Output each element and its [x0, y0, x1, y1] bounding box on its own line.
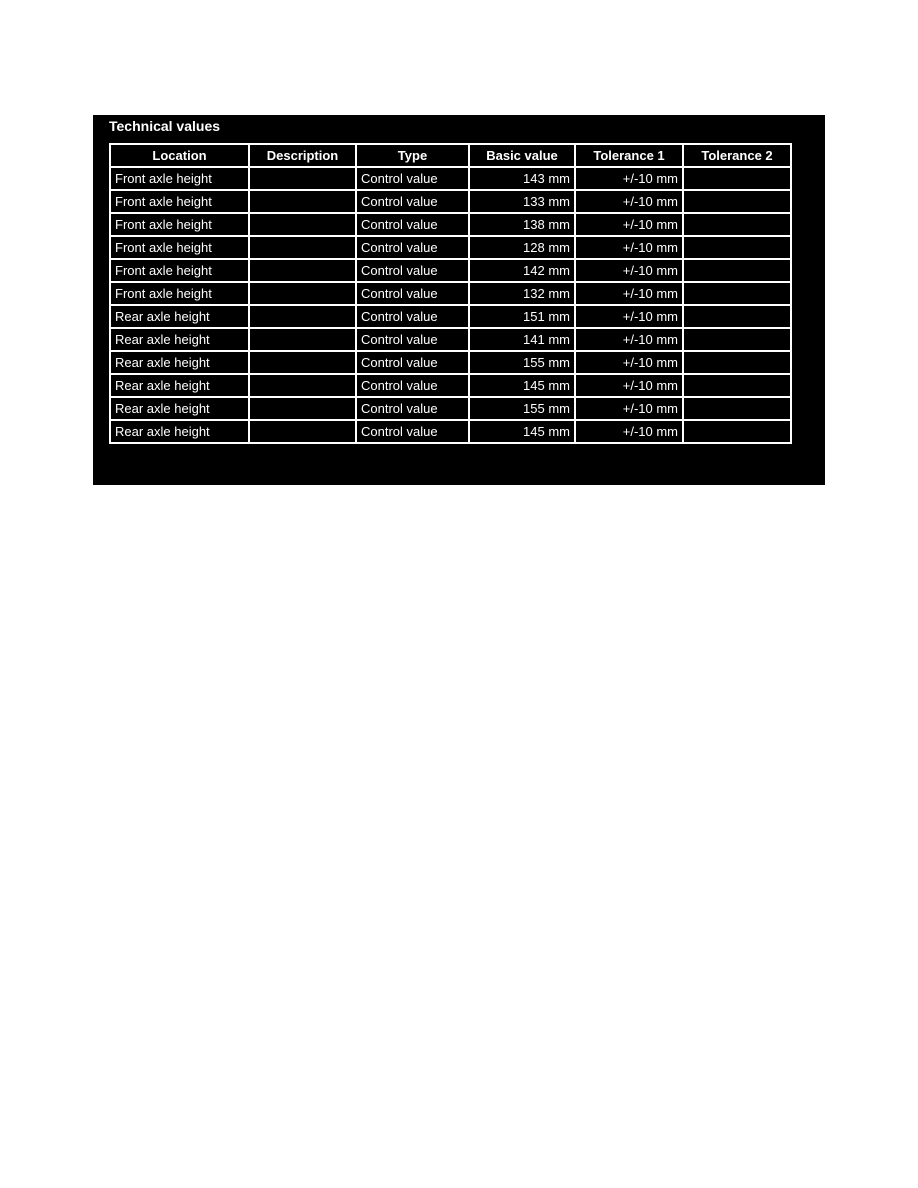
table-row	[110, 420, 791, 443]
cell-tolerance-2	[683, 236, 791, 259]
cell-location: Rear axle height	[110, 397, 249, 420]
cell-description	[249, 351, 356, 374]
cell-basic-value: 155 mm	[469, 351, 575, 374]
cell-tolerance-2	[683, 259, 791, 282]
cell-tolerance-1: +/-10 mm	[575, 213, 683, 236]
cell-tolerance-1: +/-10 mm	[575, 167, 683, 190]
cell-tolerance-1: +/-10 mm	[575, 259, 683, 282]
technical-values-table	[109, 143, 792, 444]
table-row	[110, 351, 791, 374]
cell-location: Rear axle height	[110, 328, 249, 351]
table-row	[110, 328, 791, 351]
cell-basic-value: 142 mm	[469, 259, 575, 282]
panel-title: Technical values	[109, 118, 221, 134]
cell-location: Rear axle height	[110, 420, 249, 443]
cell-type: Control value	[356, 236, 469, 259]
cell-description	[249, 374, 356, 397]
table-row	[110, 282, 791, 305]
cell-description	[249, 213, 356, 236]
cell-description	[249, 397, 356, 420]
column-header-tolerance-1: Tolerance 1	[575, 144, 683, 167]
column-header-basic-value: Basic value	[469, 144, 575, 167]
cell-tolerance-2	[683, 374, 791, 397]
cell-type: Control value	[356, 167, 469, 190]
cell-tolerance-1: +/-10 mm	[575, 420, 683, 443]
cell-type: Control value	[356, 351, 469, 374]
cell-type: Control value	[356, 190, 469, 213]
cell-type: Control value	[356, 397, 469, 420]
cell-description	[249, 167, 356, 190]
cell-tolerance-1: +/-10 mm	[575, 282, 683, 305]
cell-tolerance-1: +/-10 mm	[575, 374, 683, 397]
technical-values-panel	[93, 115, 825, 485]
table-row	[110, 236, 791, 259]
cell-tolerance-2	[683, 282, 791, 305]
table-row	[110, 305, 791, 328]
cell-type: Control value	[356, 420, 469, 443]
cell-basic-value: 138 mm	[469, 213, 575, 236]
table-row	[110, 397, 791, 420]
table-row	[110, 374, 791, 397]
cell-location: Rear axle height	[110, 305, 249, 328]
cell-description	[249, 282, 356, 305]
cell-description	[249, 190, 356, 213]
cell-location: Rear axle height	[110, 374, 249, 397]
cell-tolerance-1: +/-10 mm	[575, 351, 683, 374]
cell-tolerance-1: +/-10 mm	[575, 397, 683, 420]
cell-basic-value: 128 mm	[469, 236, 575, 259]
cell-tolerance-2	[683, 351, 791, 374]
cell-tolerance-1: +/-10 mm	[575, 236, 683, 259]
header-row	[110, 144, 791, 167]
cell-type: Control value	[356, 328, 469, 351]
table-row	[110, 259, 791, 282]
cell-tolerance-2	[683, 397, 791, 420]
column-header-type: Type	[356, 144, 469, 167]
cell-description	[249, 420, 356, 443]
cell-tolerance-2	[683, 167, 791, 190]
cell-basic-value: 141 mm	[469, 328, 575, 351]
cell-description	[249, 259, 356, 282]
cell-location: Rear axle height	[110, 351, 249, 374]
cell-type: Control value	[356, 305, 469, 328]
cell-location: Front axle height	[110, 167, 249, 190]
cell-tolerance-2	[683, 305, 791, 328]
cell-tolerance-2	[683, 213, 791, 236]
cell-basic-value: 151 mm	[469, 305, 575, 328]
cell-description	[249, 236, 356, 259]
cell-tolerance-2	[683, 328, 791, 351]
cell-basic-value: 133 mm	[469, 190, 575, 213]
cell-location: Front axle height	[110, 259, 249, 282]
cell-type: Control value	[356, 213, 469, 236]
cell-tolerance-1: +/-10 mm	[575, 305, 683, 328]
column-header-location: Location	[110, 144, 249, 167]
cell-tolerance-2	[683, 420, 791, 443]
column-header-tolerance-2: Tolerance 2	[683, 144, 791, 167]
cell-basic-value: 145 mm	[469, 374, 575, 397]
cell-tolerance-1: +/-10 mm	[575, 190, 683, 213]
cell-location: Front axle height	[110, 213, 249, 236]
cell-tolerance-1: +/-10 mm	[575, 328, 683, 351]
cell-location: Front axle height	[110, 236, 249, 259]
cell-basic-value: 155 mm	[469, 397, 575, 420]
table-body	[110, 167, 791, 443]
cell-description	[249, 328, 356, 351]
cell-basic-value: 132 mm	[469, 282, 575, 305]
cell-location: Front axle height	[110, 190, 249, 213]
table-row	[110, 213, 791, 236]
cell-tolerance-2	[683, 190, 791, 213]
cell-type: Control value	[356, 259, 469, 282]
table-row	[110, 167, 791, 190]
cell-location: Front axle height	[110, 282, 249, 305]
column-header-description: Description	[249, 144, 356, 167]
cell-type: Control value	[356, 374, 469, 397]
cell-description	[249, 305, 356, 328]
cell-basic-value: 145 mm	[469, 420, 575, 443]
table-row	[110, 190, 791, 213]
cell-type: Control value	[356, 282, 469, 305]
cell-basic-value: 143 mm	[469, 167, 575, 190]
